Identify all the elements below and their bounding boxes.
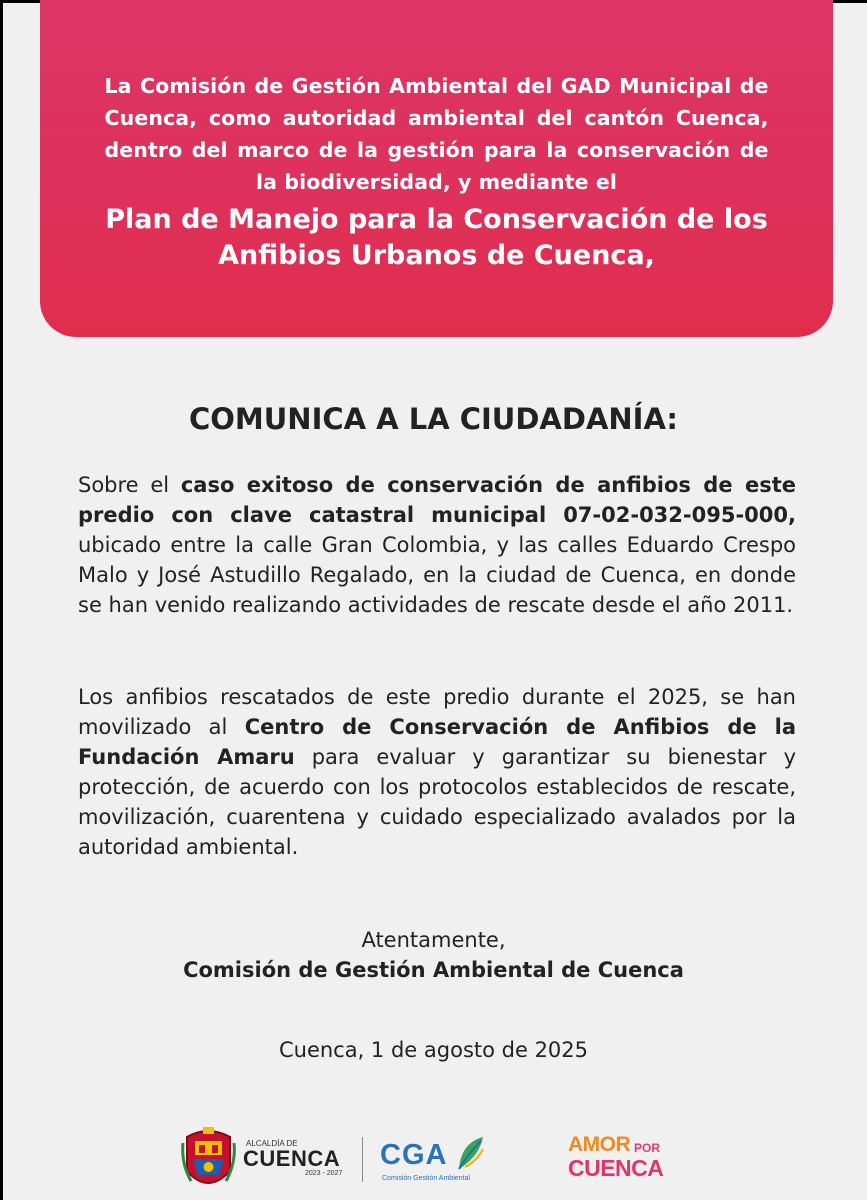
announcement-heading: COMUNICA A LA CIUDADANÍA: xyxy=(188,402,679,436)
banner-intro-text: La Comisión de Gestión Ambiental del GAD Municipal de Cuenca, como autoridad ambiental del cantón Cuenca, dentro del marco de la gestión para la conservación de la biodiversidad, y mediante el xyxy=(104,74,769,194)
alcaldia-label: ALCALDÍA DE xyxy=(246,1139,298,1148)
banner-plan-title: Plan de Manejo para la Conservación de los Anfibios Urbanos de Cuenca, xyxy=(105,204,768,271)
por-logo-text: POR xyxy=(634,1141,661,1155)
paragraph-rescue-rest: para evaluar y garantizar su bienestar y protección, de acuerdo con los protocolos establecidos de rescate, movilización, cuarentena y cuidado especializado avalados por la autoridad ambiental. xyxy=(78,745,796,859)
cuenca-logo-text: CUENCA xyxy=(568,1155,664,1181)
footer-logos xyxy=(0,1115,867,1200)
cuenca-crest-icon xyxy=(181,1123,236,1198)
cga-subtitle: Comisión Gestión Ambiental xyxy=(382,1175,470,1182)
logo-divider xyxy=(362,1137,363,1182)
alcaldia-years: 2023 - 2027 xyxy=(305,1170,343,1177)
paragraph-case xyxy=(78,470,796,620)
closing-signer: Comisión de Gestión Ambiental de Cuenca xyxy=(183,958,684,982)
amor-logo-text: AMOR xyxy=(568,1133,631,1156)
paragraph-case-lead: Sobre el xyxy=(78,473,181,497)
frame-left-edge xyxy=(0,0,3,1200)
closing-regards: Atentamente, xyxy=(361,928,506,952)
paragraph-rescue-bold: Centro de Conservación de Anfibios de la Fundación Amaru xyxy=(78,715,797,769)
paragraph-rescue-lead: Los anfibios rescatados de este predio durante el 2025, se han movilizado al xyxy=(78,685,796,739)
paragraph-case-rest: ubicado entre la calle Gran Colombia, y las calles Eduardo Crespo Malo y José Astudillo Regalado, en la ciudad de Cuenca, en donde se han venido realizando actividades de rescate desde el año 2011. xyxy=(78,533,796,617)
paragraph-case-bold: caso exitoso de conservación de anfibios de este predio con clave catastral municipal 07-02-032-095-000, xyxy=(78,473,796,527)
header-banner xyxy=(40,0,833,337)
closing-date: Cuenca, 1 de agosto de 2025 xyxy=(278,1038,589,1062)
paragraph-rescue xyxy=(78,682,796,862)
cga-leaf-icon xyxy=(455,1133,487,1173)
cga-logo-text: CGA xyxy=(380,1139,448,1171)
alcaldia-name: CUENCA xyxy=(243,1146,341,1171)
